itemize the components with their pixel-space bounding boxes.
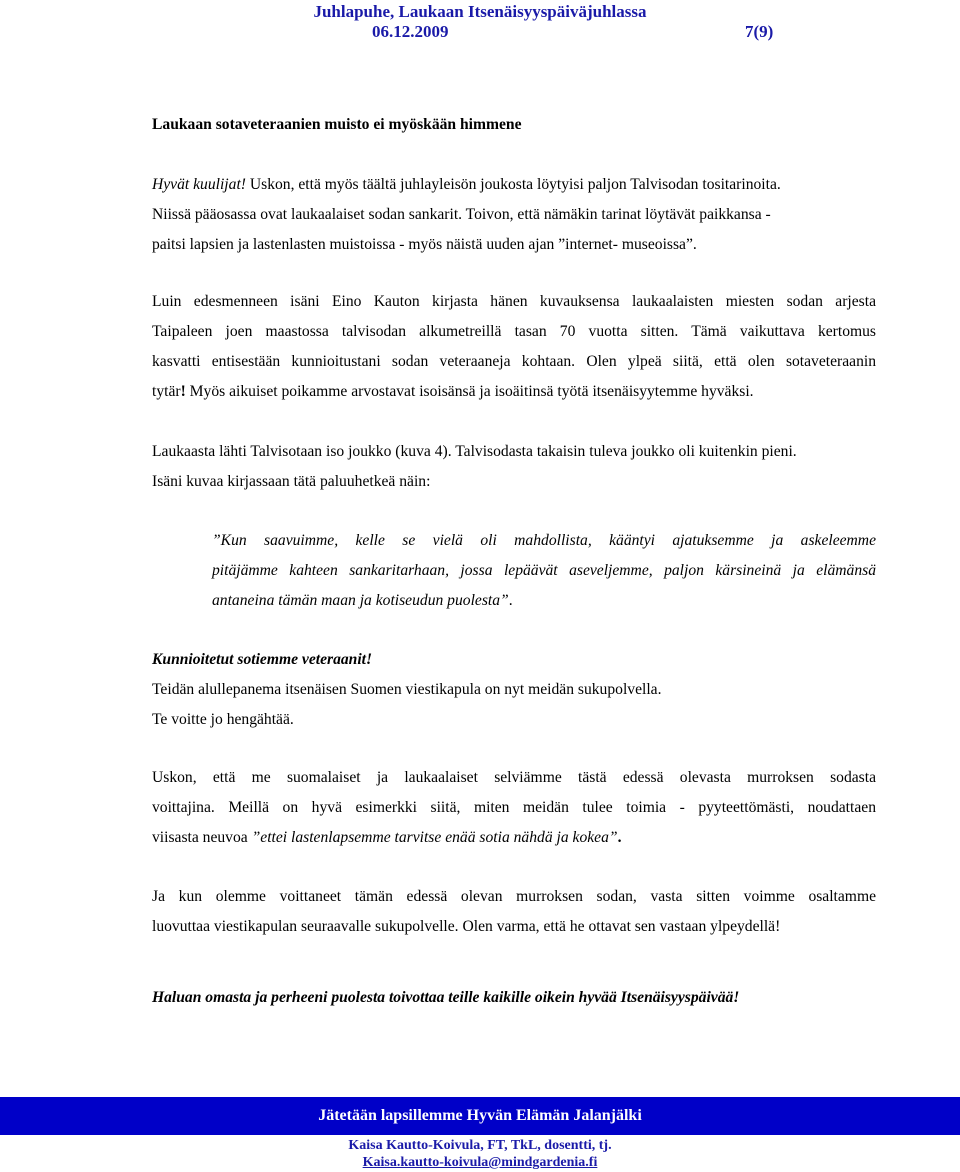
header-date: 06.12.2009 <box>372 22 449 41</box>
greeting: Hyvät kuulijat! <box>152 176 246 193</box>
header-title: Juhlapuhe, Laukaan Itsenäisyyspäiväjuhlassa <box>313 2 647 21</box>
paragraph-2: Luin edesmenneen isäni Eino Kauton kirjasta hänen kuvauksensa laukaalaisten miesten sodan arjesta Taipaleen joen maastossa talvisodan alkumetreillä tasan 70 vuotta sitten. Tämä vaikuttava kertomus kasvatti entisestään kunnioitustani sodan veteraaneja kohtaan. Olen ylpeä siitä, että olen sotaveteraanin tytär! Myös aikuiset poikamme arvostavat isoisänsä ja isoäitinsä työtä itsenäisyytemme hyväksi. <box>152 293 876 400</box>
block-quote: ”Kun saavuimme, kelle se vielä oli mahdollista, kääntyi ajatuksemme ja askeleemme pitäjämme kahteen sankaritarhaan, jossa lepäävät aseveljemme, paljon kärsineinä ja elämänsä antaneina tämän maan ja kotiseudun puolesta”. <box>212 532 876 609</box>
paragraph-1: Hyvät kuulijat! Uskon, että myös täältä juhlayleisön joukosta löytyisi paljon Talvisodan tositarinoita. Niissä pääosassa ovat laukaalaiset sodan sankarit. Toivon, että nämäkin tarinat löytävät paikkansa - paitsi lapsien ja lastenlasten muistoissa - myös näistä uuden ajan ”internet- museoissa”. <box>152 176 781 253</box>
header-page-number: 7(9) <box>745 22 774 41</box>
paragraph-3: Laukaasta lähti Talvisotaan iso joukko (kuva 4). Talvisodasta takaisin tuleva joukko oli kuitenkin pieni. Isäni kuvaa kirjassaan tätä paluuhetkeä näin: <box>152 443 797 490</box>
footer-email-link[interactable]: Kaisa.kautto-koivula@mindgardenia.fi <box>362 1155 598 1170</box>
veterans-salutation: Kunnioitetut sotiemme veteraanit! <box>152 651 373 668</box>
paragraph-5: Uskon, että me suomalaiset ja laukaalaiset selviämme tästä edessä olevasta murroksen sodasta voittajina. Meillä on hyvä esimerkki siitä, miten meidän tulee toimia - pyyteettömästi, noudattaen viisasta neuvoa ”ettei lastenlapsemme tarvitse enää sotia nähdä ja kokea”. <box>152 769 876 846</box>
footer-banner: Jätetään lapsillemme Hyvän Elämän Jalanjälki <box>0 1097 960 1135</box>
footer-author: Kaisa Kautto-Koivula, FT, TkL, dosentti, tj. <box>348 1138 612 1153</box>
paragraph-4: Kunnioitetut sotiemme veteraanit! Teidän alullepanema itsenäisen Suomen viestikapula on nyt meidän sukupolvella. Te voitte jo hengähtää. <box>152 645 876 735</box>
closing-wish: Haluan omasta ja perheeni puolesta toivottaa teille kaikille oikein hyvää Itsenäisyyspäivää! <box>152 989 740 1006</box>
section-heading: Laukaan sotaveteraanien muisto ei myöskään himmene <box>152 116 522 133</box>
paragraph-6: Ja kun olemme voittaneet tämän edessä olevan murroksen sodan, vasta sitten voimme osaltamme luovuttaa viestikapulan seuraavalle sukupolvelle. Olen varma, että he ottavat sen vastaan ylpeydellä! <box>152 888 876 935</box>
